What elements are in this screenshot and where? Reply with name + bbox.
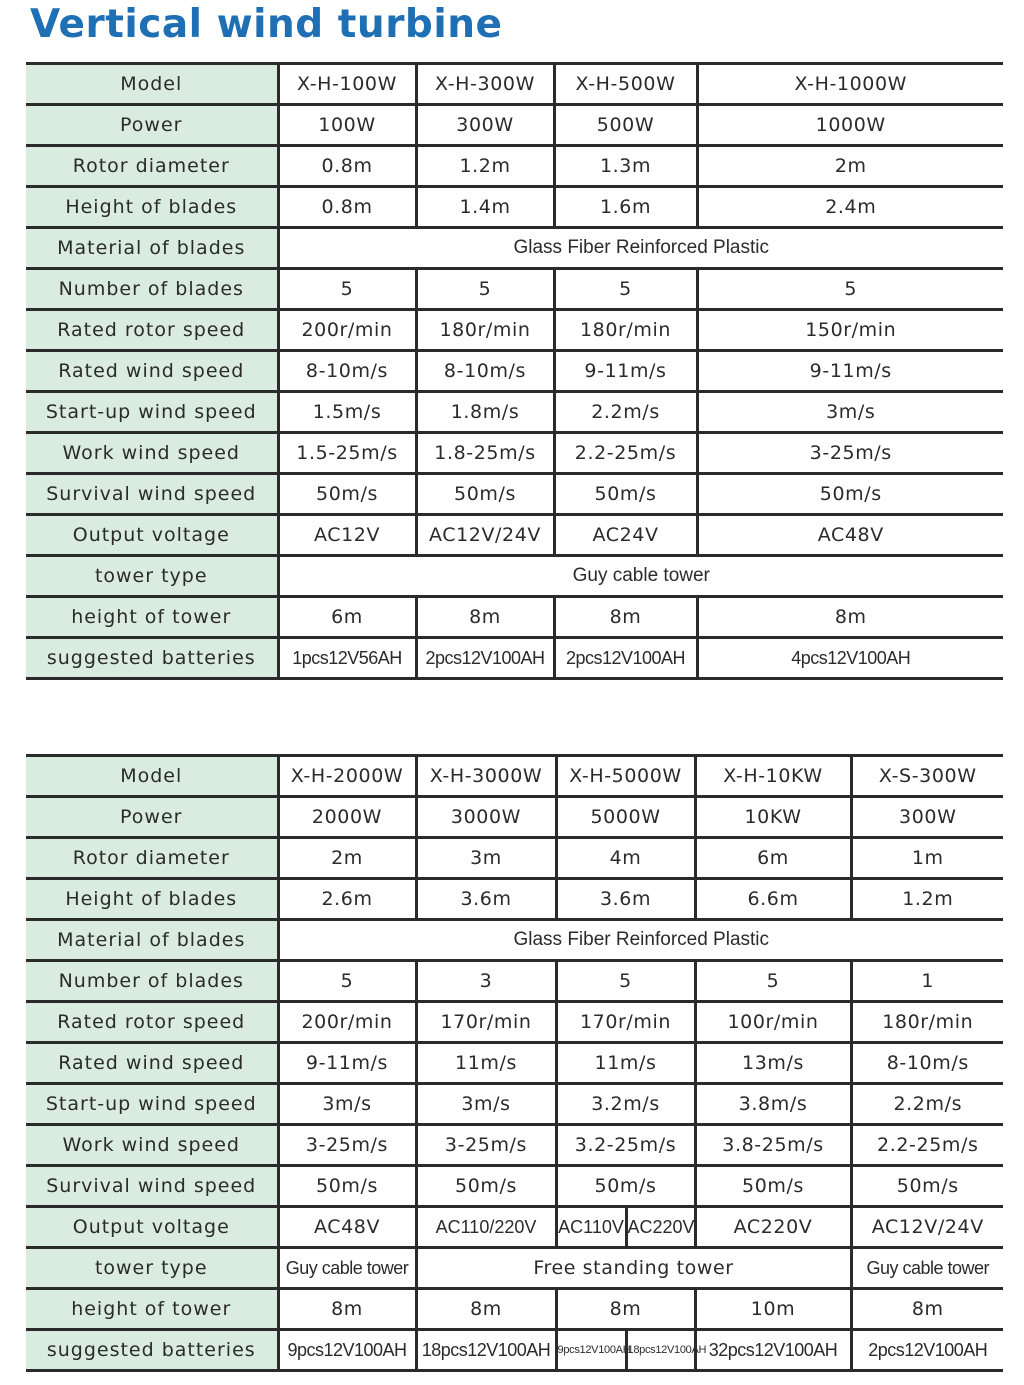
table-row [26, 433, 1003, 474]
table-cell: 2.2m/s [554, 392, 697, 433]
table-cell: 8m [851, 1289, 1003, 1330]
table-row [26, 797, 1003, 838]
row-label: tower type [26, 1248, 278, 1289]
table-cell: 300W [416, 105, 554, 146]
table-cell: 6m [278, 597, 416, 638]
page-title: Vertical wind turbine [30, 2, 503, 47]
table-cell: 3.8-25m/s [695, 1125, 851, 1166]
table-cell: 150r/min [697, 310, 1003, 351]
table-cell: 8-10m/s [278, 351, 416, 392]
table-cell: 11m/s [556, 1043, 695, 1084]
table-cell: AC110/220V [416, 1207, 556, 1248]
row-label: height of tower [26, 1289, 278, 1330]
table-row [26, 228, 1003, 269]
table-cell: 300W [851, 797, 1003, 838]
table-row [26, 1207, 1003, 1248]
table-cell: 0.8m [278, 187, 416, 228]
table-cell: 6m [695, 838, 851, 879]
merged-cell: Glass Fiber Reinforced Plastic [278, 228, 1003, 269]
table-cell: 50m/s [416, 474, 554, 515]
table-cell: 3000W [416, 797, 556, 838]
table-cell: X-H-5000W [556, 756, 695, 797]
table-cell: 1.6m [554, 187, 697, 228]
table-cell: 8m [697, 597, 1003, 638]
table-cell: AC12V/24V [851, 1207, 1003, 1248]
table-row [26, 638, 1003, 679]
table-cell: 180r/min [416, 310, 554, 351]
table-cell: Guy cable tower [278, 1248, 416, 1289]
table-cell: 2.2-25m/s [554, 433, 697, 474]
table-cell: 2pcs12V100AH [416, 638, 554, 679]
table-row [26, 961, 1003, 1002]
row-label: Output voltage [26, 1207, 278, 1248]
table-cell: 2pcs12V100AH [554, 638, 697, 679]
table-cell: 3.2-25m/s [556, 1125, 695, 1166]
row-label: Start-up wind speed [26, 1084, 278, 1125]
table-cell: 1 [851, 961, 1003, 1002]
table-cell: 3m/s [278, 1084, 416, 1125]
table-cell: 2.2-25m/s [851, 1125, 1003, 1166]
table-cell: 170r/min [416, 1002, 556, 1043]
spec-table-large-models [26, 754, 1003, 1372]
table-cell: 3m/s [697, 392, 1003, 433]
table-cell: 8m [278, 1289, 416, 1330]
table-row [26, 597, 1003, 638]
row-label: Power [26, 797, 278, 838]
spec-table-small-models [26, 62, 1003, 680]
merged-cell: Guy cable tower [278, 556, 1003, 597]
table-cell: 9pcs12V100AH [278, 1330, 416, 1371]
table-row [26, 187, 1003, 228]
table-cell: 32pcs12V100AH [695, 1330, 851, 1371]
table-cell: 10m [695, 1289, 851, 1330]
table-cell: Guy cable tower [851, 1248, 1003, 1289]
table-cell: 50m/s [695, 1166, 851, 1207]
row-label: Start-up wind speed [26, 392, 278, 433]
table-cell: 5 [278, 961, 416, 1002]
row-label: Height of blades [26, 879, 278, 920]
table-cell: 170r/min [556, 1002, 695, 1043]
table-cell: X-S-300W [851, 756, 1003, 797]
table-row [26, 1330, 1003, 1371]
table-cell: 3-25m/s [416, 1125, 556, 1166]
merged-cell: Glass Fiber Reinforced Plastic [278, 920, 1003, 961]
table-cell: 100W [278, 105, 416, 146]
table-cell: 2m [278, 838, 416, 879]
table-cell: 2m [697, 146, 1003, 187]
table-row [26, 474, 1003, 515]
row-label: suggested batteries [26, 638, 278, 679]
table-cell: 1.3m [554, 146, 697, 187]
table-cell: 500W [554, 105, 697, 146]
row-label: Rated wind speed [26, 351, 278, 392]
table-cell: 3-25m/s [697, 433, 1003, 474]
table-cell: AC48V [697, 515, 1003, 556]
table-cell: 4m [556, 838, 695, 879]
row-label: Output voltage [26, 515, 278, 556]
table-cell: 200r/min [278, 1002, 416, 1043]
table-cell: 5000W [556, 797, 695, 838]
table-cell: AC24V [554, 515, 697, 556]
table-row [26, 1043, 1003, 1084]
table-cell: 18pcs12V100AH [416, 1330, 556, 1371]
table-cell: 1.8-25m/s [416, 433, 554, 474]
table-cell: 5 [554, 269, 697, 310]
row-label: Rated rotor speed [26, 1002, 278, 1043]
table-cell: 3 [416, 961, 556, 1002]
table-cell: AC12V/24V [416, 515, 554, 556]
table-cell: 50m/s [278, 1166, 416, 1207]
table-row [26, 556, 1003, 597]
table-cell: 8-10m/s [416, 351, 554, 392]
table-cell: 200r/min [278, 310, 416, 351]
table-cell: 6.6m [695, 879, 851, 920]
table-cell: 50m/s [697, 474, 1003, 515]
table-cell: AC48V [278, 1207, 416, 1248]
table-cell: 3.6m [416, 879, 556, 920]
table-cell: 1.4m [416, 187, 554, 228]
table-cell: 8m [416, 597, 554, 638]
table-row [26, 105, 1003, 146]
table-cell: 2pcs12V100AH [851, 1330, 1003, 1371]
table-cell: 1m [851, 838, 1003, 879]
table-row [26, 1289, 1003, 1330]
table-cell: X-H-1000W [697, 64, 1003, 105]
table-cell: 10KW [695, 797, 851, 838]
table-cell: 2.2m/s [851, 1084, 1003, 1125]
table-row [26, 310, 1003, 351]
table-cell: AC12V [278, 515, 416, 556]
table-cell: 3.8m/s [695, 1084, 851, 1125]
row-label: Height of blades [26, 187, 278, 228]
row-label: Material of blades [26, 920, 278, 961]
table-cell: 9-11m/s [697, 351, 1003, 392]
table-cell: X-H-300W [416, 64, 554, 105]
table-cell: 1pcs12V56AH [278, 638, 416, 679]
table-cell: X-H-10KW [695, 756, 851, 797]
row-label: Number of blades [26, 269, 278, 310]
table-row [26, 351, 1003, 392]
table-cell: 8m [554, 597, 697, 638]
table-cell: 1.2m [851, 879, 1003, 920]
table-cell: X-H-100W [278, 64, 416, 105]
table-cell: 1.2m [416, 146, 554, 187]
row-label: Survival wind speed [26, 474, 278, 515]
table-cell: 1.5-25m/s [278, 433, 416, 474]
table-cell: 50m/s [851, 1166, 1003, 1207]
row-label: Rotor diameter [26, 146, 278, 187]
table-cell: 2.6m [278, 879, 416, 920]
table-cell: AC110V [556, 1207, 626, 1248]
table-cell: 8m [556, 1289, 695, 1330]
table-cell: 5 [697, 269, 1003, 310]
table-row [26, 392, 1003, 433]
table-cell: 1.8m/s [416, 392, 554, 433]
table-cell: 180r/min [554, 310, 697, 351]
row-label: suggested batteries [26, 1330, 278, 1371]
table-cell: AC220V [626, 1207, 695, 1248]
table-cell: 4pcs12V100AH [697, 638, 1003, 679]
table-cell: 3.2m/s [556, 1084, 695, 1125]
table-row [26, 1084, 1003, 1125]
table-row [26, 1002, 1003, 1043]
table-cell: X-H-500W [554, 64, 697, 105]
row-label: Model [26, 64, 278, 105]
merged-cell: Free standing tower [416, 1248, 851, 1289]
row-label: Work wind speed [26, 433, 278, 474]
table-cell: 1.5m/s [278, 392, 416, 433]
table-cell: 9-11m/s [278, 1043, 416, 1084]
row-label: Model [26, 756, 278, 797]
row-label: Rated rotor speed [26, 310, 278, 351]
row-label: Material of blades [26, 228, 278, 269]
table-cell: 9pcs12V100AH [556, 1330, 626, 1371]
table-row [26, 1248, 1003, 1289]
table-row [26, 1125, 1003, 1166]
table-cell: 3.6m [556, 879, 695, 920]
table-cell: 11m/s [416, 1043, 556, 1084]
row-label: Power [26, 105, 278, 146]
row-label: Work wind speed [26, 1125, 278, 1166]
row-label: Rotor diameter [26, 838, 278, 879]
table-row [26, 269, 1003, 310]
table-cell: 2.4m [697, 187, 1003, 228]
table-row [26, 920, 1003, 961]
table-row [26, 146, 1003, 187]
table-cell: 3m [416, 838, 556, 879]
table-row [26, 879, 1003, 920]
table-row [26, 838, 1003, 879]
table-cell: 5 [695, 961, 851, 1002]
row-label: tower type [26, 556, 278, 597]
table-cell: 3m/s [416, 1084, 556, 1125]
table-cell: 8-10m/s [851, 1043, 1003, 1084]
table-cell: 5 [556, 961, 695, 1002]
table-cell: 8m [416, 1289, 556, 1330]
table-cell: 180r/min [851, 1002, 1003, 1043]
table-cell: 50m/s [554, 474, 697, 515]
table-cell: X-H-2000W [278, 756, 416, 797]
row-label: Number of blades [26, 961, 278, 1002]
table-row [26, 1166, 1003, 1207]
table-cell: 9-11m/s [554, 351, 697, 392]
table-cell: 3-25m/s [278, 1125, 416, 1166]
table-cell: X-H-3000W [416, 756, 556, 797]
table-cell: 13m/s [695, 1043, 851, 1084]
row-label: Rated wind speed [26, 1043, 278, 1084]
table-row [26, 64, 1003, 105]
table-cell: 18pcs12V100AH [626, 1330, 695, 1371]
table-cell: 5 [278, 269, 416, 310]
table-cell: 50m/s [416, 1166, 556, 1207]
table-cell: 0.8m [278, 146, 416, 187]
table-cell: 1000W [697, 105, 1003, 146]
table-cell: 50m/s [556, 1166, 695, 1207]
row-label: height of tower [26, 597, 278, 638]
row-label: Survival wind speed [26, 1166, 278, 1207]
table-cell: 50m/s [278, 474, 416, 515]
table-cell: 5 [416, 269, 554, 310]
table-row [26, 515, 1003, 556]
table-cell: AC220V [695, 1207, 851, 1248]
table-cell: 2000W [278, 797, 416, 838]
table-row [26, 756, 1003, 797]
table-cell: 100r/min [695, 1002, 851, 1043]
